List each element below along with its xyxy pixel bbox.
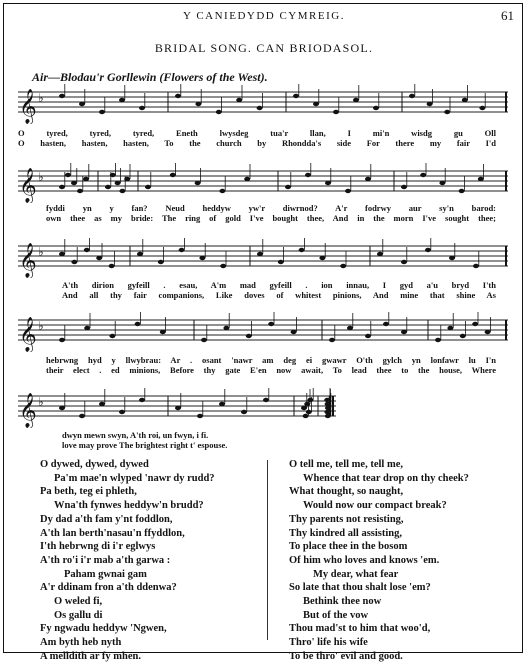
note-head (223, 326, 229, 330)
lyric-line-5 (62, 430, 362, 450)
note-head (447, 326, 453, 330)
music-system-4 (18, 312, 510, 352)
verse-line: Thro' life his wife (289, 637, 368, 649)
note-head (460, 334, 466, 338)
note-head (425, 248, 431, 252)
note-head (119, 189, 125, 193)
verse-welsh (40, 458, 215, 664)
note-head (304, 402, 310, 406)
treble-clef: 𝄞 (19, 393, 37, 428)
note-head (485, 330, 491, 334)
note-head (124, 177, 130, 181)
verse-line: But of the vow (303, 609, 369, 621)
note-head (99, 402, 105, 406)
treble-clef: 𝄞 (19, 243, 37, 278)
note-head (59, 406, 65, 410)
note-head (219, 402, 225, 406)
treble-clef: 𝄞 (19, 168, 37, 203)
lyric-line-4 (46, 355, 496, 375)
page-number: 61 (501, 8, 514, 23)
note-head (137, 252, 143, 256)
note-head (59, 338, 65, 342)
verse-line: I'th hebrwng di i'r eglwys (40, 541, 156, 553)
note-head (306, 410, 312, 414)
flat-sign: ♭ (38, 319, 44, 333)
verse-line: Dy dad a'th fam y'nt foddlon, (40, 513, 173, 525)
lyric-welsh: O tyred, tyred, tyred, Eneth lwysdeg tua'r llan, I mi'n wisdg gu Oll (18, 128, 496, 138)
note-head (71, 181, 77, 185)
flat-sign: ♭ (38, 170, 44, 184)
note-head (199, 256, 205, 260)
note-head (175, 406, 181, 410)
treble-clef: 𝄞 (19, 317, 37, 352)
note-head (325, 414, 331, 418)
verse-line: Fy ngwadu heddyw 'Ngwen, (40, 623, 167, 635)
verse-line: Would now our compact break? (303, 500, 447, 512)
note-head (462, 98, 468, 102)
note-head (373, 106, 379, 110)
note-head (435, 338, 441, 342)
note-head (84, 248, 90, 252)
note-head (291, 330, 297, 334)
lyric-english: love may prove The brightest right t' espouse. (62, 440, 228, 450)
note-head (139, 398, 145, 402)
verse-line: So late that thou shalt lose 'em? (289, 582, 431, 594)
note-head (195, 181, 201, 185)
verse-line: O dywed, dywed, dywed (40, 459, 149, 470)
note-head (383, 322, 389, 326)
note-head (377, 252, 383, 256)
note-head (59, 252, 65, 256)
note-head (99, 110, 105, 114)
verse-line: Wna'th fynwes heddyw'n brudd? (54, 500, 204, 512)
note-head (333, 110, 339, 114)
note-head (216, 110, 222, 114)
note-head (303, 414, 309, 418)
verse-line: Of him who loves and knows 'em. (289, 554, 440, 566)
note-head (158, 260, 164, 264)
note-head (96, 256, 102, 260)
note-head (105, 185, 111, 189)
verse-line: My dear, what fear (313, 568, 399, 580)
note-head (195, 102, 201, 106)
note-head (427, 102, 433, 106)
note-head (219, 189, 225, 193)
note-head (115, 181, 121, 185)
lyric-welsh: hebrwng hyd y llwybrau: Ar . osant 'nawr am deg ei gwawr O'th gylch yn lonfawr lu I'n (46, 355, 496, 365)
note-head (299, 248, 305, 252)
note-head (119, 98, 125, 102)
note-head (325, 181, 331, 185)
lyric-english: own thee as my bride: The ring of gold I've bought thee, And in the morn I've sought thee; (46, 213, 496, 223)
flat-sign: ♭ (38, 91, 44, 105)
note-head (459, 189, 465, 193)
note-head (59, 94, 65, 98)
lyric-welsh: A'th dirion gyfeill . esau, A'm mad gyfeill . ion innau, I gyd a'u bryd I'th (62, 280, 496, 290)
note-head (473, 264, 479, 268)
air-line: Air—Blodau'r Gorllewin (Flowers of the West). (32, 70, 268, 84)
note-head (119, 410, 125, 414)
note-head (268, 322, 274, 326)
verse-line: What thought, so naught, (289, 486, 404, 498)
verse-line: A melldith ar fy mhen. (40, 650, 142, 662)
verse-english (289, 458, 469, 664)
lyric-welsh: dwyn mewn swyn, A'th roi, un fwyn, i fi. (62, 430, 209, 440)
note-head (420, 173, 426, 177)
note-head (246, 334, 252, 338)
music-system-2 (18, 163, 510, 203)
note-head (110, 173, 116, 177)
verse-line: Paham gwnai gam (64, 568, 147, 580)
note-head (409, 94, 415, 98)
verse-line: A'r ddinam fron a'th ddenwa? (40, 582, 177, 594)
note-head (179, 248, 185, 252)
note-head (313, 102, 319, 106)
note-head (84, 326, 90, 330)
note-head (325, 402, 331, 406)
note-head (444, 110, 450, 114)
note-head (241, 410, 247, 414)
music-system-3 (18, 238, 510, 278)
verse-line: O tell me, tell me, tell me, (289, 459, 403, 470)
note-head (71, 260, 77, 264)
note-head (285, 185, 291, 189)
song-title: BRIDAL SONG. CAN BRIODASOL. (154, 41, 374, 55)
note-head (79, 102, 85, 106)
note-head (135, 322, 141, 326)
music-staff (18, 388, 510, 428)
verse-line: To be thro' evil and good. (289, 650, 403, 662)
note-head (278, 260, 284, 264)
note-head (324, 410, 330, 414)
lyric-line-2 (46, 203, 496, 223)
note-head (65, 173, 71, 177)
lyric-english: O hasten, hasten, hasten, To the church by Rhondda's side For there my fair I'd (18, 138, 496, 148)
note-head (244, 177, 250, 181)
verse-line: O weled fi, (54, 596, 103, 608)
running-title: Y CANIEDYDD CYMREIG. (183, 10, 345, 22)
note-head (83, 177, 89, 181)
note-head (77, 189, 83, 193)
music-staff (18, 84, 510, 124)
note-head (319, 256, 325, 260)
note-head (329, 338, 335, 342)
flat-sign: ♭ (38, 245, 44, 259)
note-head (160, 330, 166, 334)
note-head (59, 185, 65, 189)
verse-line: A'th lan berth'nasau'n ffyddlon, (40, 527, 185, 539)
note-head (109, 264, 115, 268)
note-head (478, 177, 484, 181)
verse-line: Pa'm mae'n wlyped 'nawr dy rudd? (54, 472, 215, 484)
note-head (305, 173, 311, 177)
note-head (257, 106, 263, 110)
verse-line: Thy kindred all assisting, (289, 527, 403, 539)
note-head (263, 398, 269, 402)
note-head (197, 414, 203, 418)
music-system-1 (18, 84, 510, 124)
note-head (301, 406, 307, 410)
note-head (401, 185, 407, 189)
note-head (293, 94, 299, 98)
lyric-line-3 (62, 280, 496, 300)
verse-divider (267, 460, 268, 640)
note-head (365, 334, 371, 338)
note-head (345, 189, 351, 193)
note-head (170, 173, 176, 177)
note-head (449, 256, 455, 260)
note-head (307, 398, 313, 402)
note-head (220, 264, 226, 268)
note-head (340, 264, 346, 268)
note-head (324, 398, 330, 402)
verse-line: To place thee in the bosom (289, 541, 408, 553)
flat-sign: ♭ (38, 395, 44, 409)
music-system-5 (18, 388, 510, 428)
note-head (353, 98, 359, 102)
note-head (109, 334, 115, 338)
note-head (139, 106, 145, 110)
verse-line: Bethink thee now (303, 596, 382, 608)
note-head (347, 326, 353, 330)
lyric-line-1 (18, 128, 496, 148)
note-head (145, 185, 151, 189)
verse-line: Am byth heb nyth (40, 637, 122, 649)
note-head (236, 98, 242, 102)
music-staff (18, 163, 510, 203)
treble-clef: 𝄞 (19, 89, 37, 124)
music-staff (18, 238, 510, 278)
note-head (79, 414, 85, 418)
verse-line: Thy parents not resisting, (289, 513, 404, 525)
music-staff (18, 312, 510, 352)
lyric-english: their elect . ed minions, Before thy gate E'en now await, To lead thee to the house, Where (46, 365, 496, 375)
note-head (175, 94, 181, 98)
verse-line: Thou mad'st to him that woo'd, (289, 623, 431, 635)
verse-line: Os gallu di (54, 609, 103, 621)
lyric-welsh: fyddi yn y fan? Neud heddyw yw'r diwrnod? A'r fodrwy aur sy'n barod: (46, 203, 496, 213)
note-head (472, 322, 478, 326)
lyric-english: And all thy fair companions, Like doves of whitest pinions, And mine that shine As (62, 290, 496, 300)
note-head (365, 177, 371, 181)
note-head (401, 260, 407, 264)
verse-line: Pa beth, teg ei phleth, (40, 486, 137, 498)
note-head (401, 330, 407, 334)
note-head (257, 252, 263, 256)
verse-line: A'th ro'i i'r mab a'th garwa : (40, 554, 171, 566)
note-head (201, 338, 207, 342)
verse-line: Whence that tear drop on thy cheek? (303, 472, 469, 484)
note-head (439, 181, 445, 185)
note-head (479, 106, 485, 110)
